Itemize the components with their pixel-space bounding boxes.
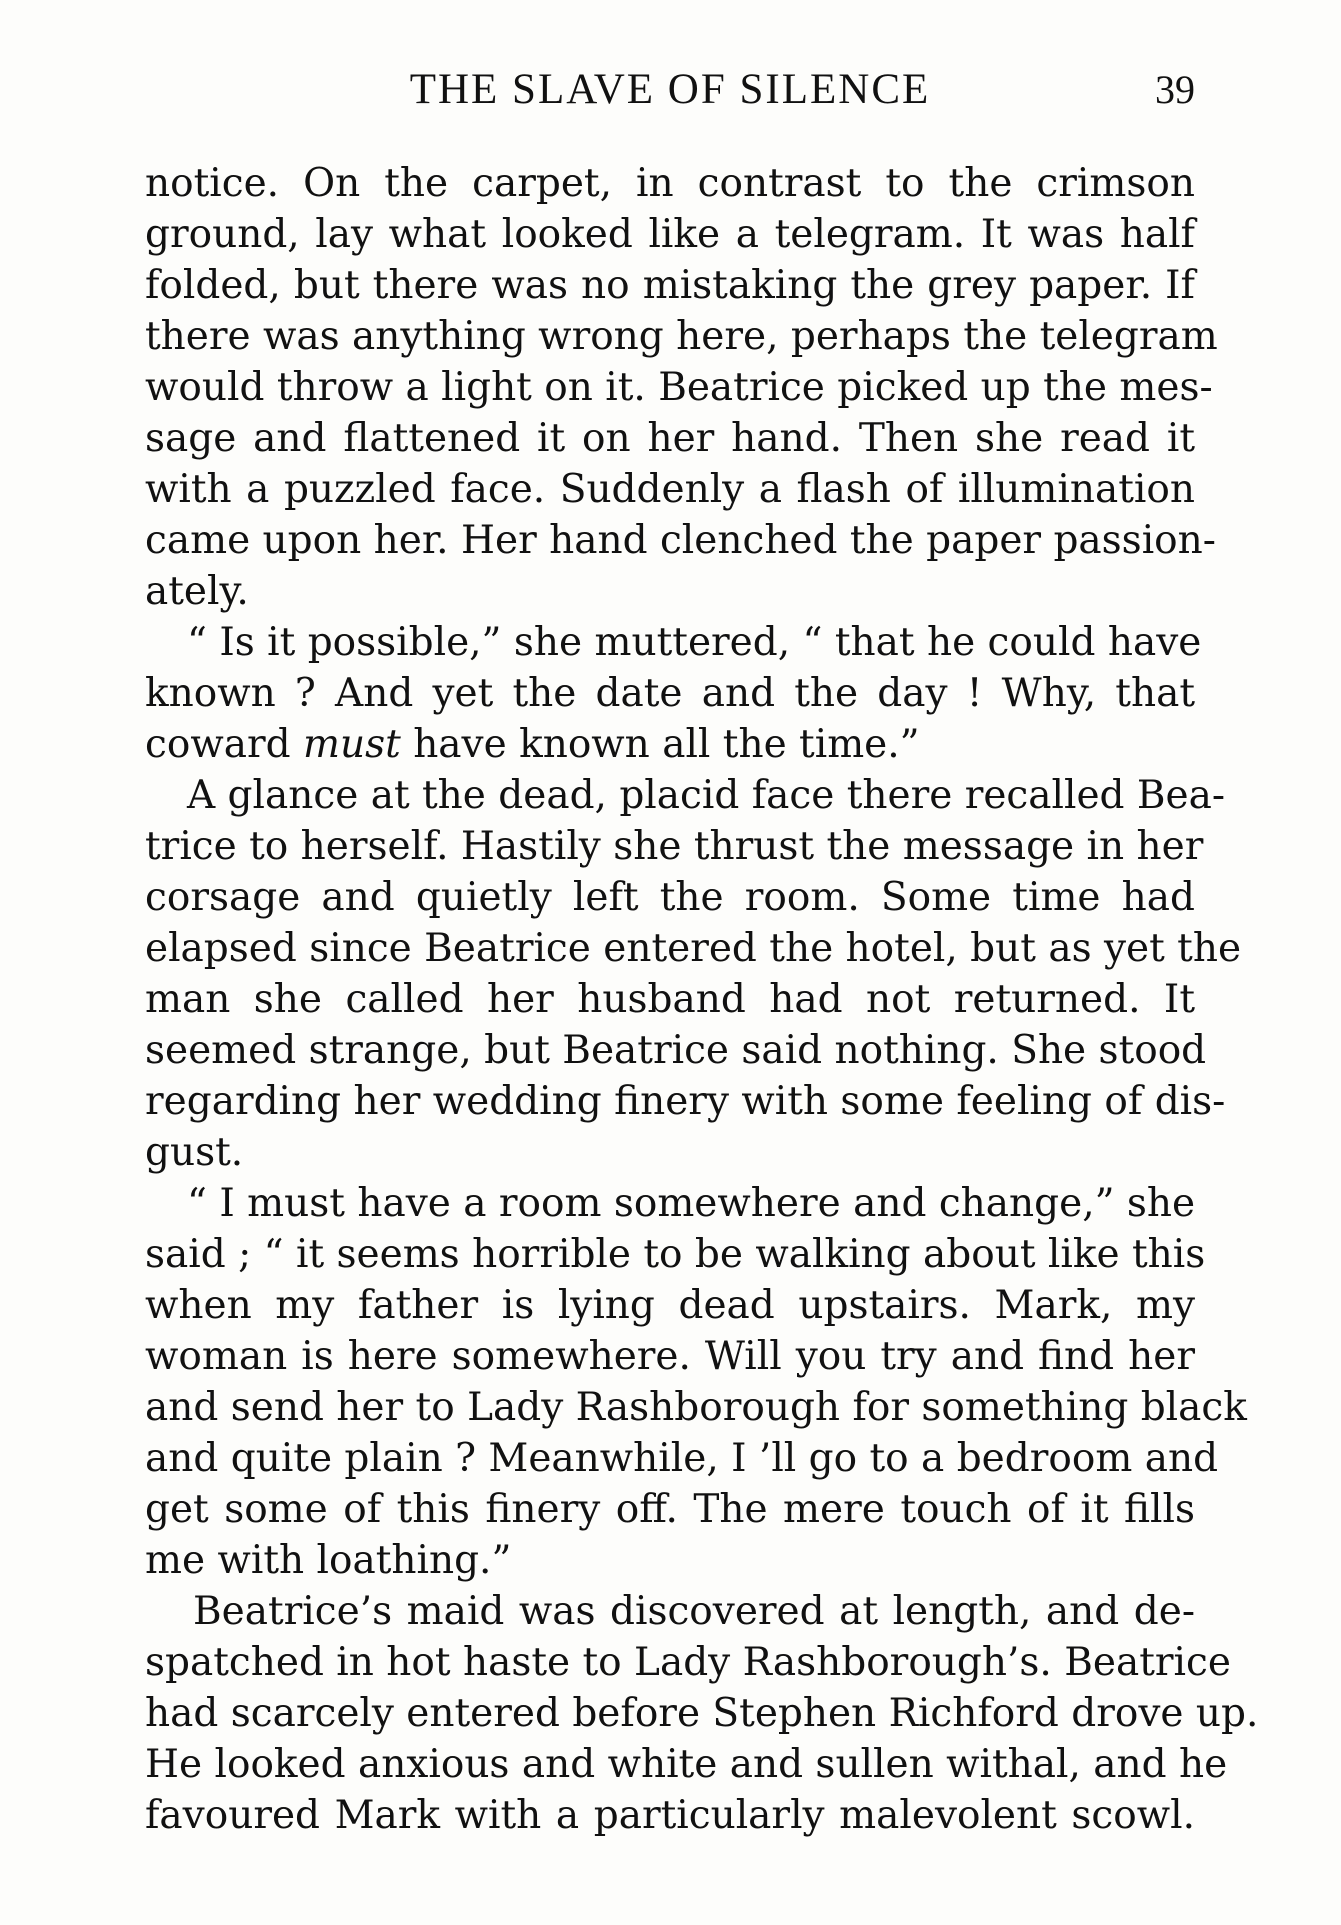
- text-line: me with loathing.”: [145, 1538, 512, 1583]
- text-fragment: have known all the time.”: [413, 722, 920, 767]
- text-line: get some of this finery off. The mere touch of it fills: [145, 1487, 1195, 1532]
- text-line: “ I must have a room somewhere and change,” she: [187, 1181, 1196, 1226]
- text-line: “ Is it possible,” she muttered, “ that he could have: [187, 620, 1202, 665]
- text-line: ately.: [145, 569, 249, 614]
- text-line: man she called her husband had not returned. It: [145, 977, 1195, 1022]
- text-line: came upon her. Her hand clenched the paper passion-: [145, 518, 1216, 563]
- text-line: corsage and quietly left the room. Some time had: [145, 875, 1195, 920]
- text-line: Beatrice’s maid was discovered at length, and de-: [193, 1589, 1195, 1634]
- text-line: notice. On the carpet, in contrast to the crimson: [145, 161, 1195, 206]
- text-fragment: coward: [145, 722, 291, 767]
- text-line: He looked anxious and white and sullen withal, and he: [145, 1742, 1228, 1787]
- text-line: elapsed since Beatrice entered the hotel, but as yet the: [145, 926, 1242, 971]
- page-number: 39: [1155, 67, 1195, 112]
- text-line: there was anything wrong here, perhaps the telegram: [145, 314, 1218, 359]
- text-line: gust.: [145, 1130, 244, 1175]
- text-line: would throw a light on it. Beatrice picked up the mes-: [145, 365, 1213, 410]
- text-line: trice to herself. Hastily she thrust the message in her: [145, 824, 1204, 869]
- text-line: seemed strange, but Beatrice said nothing. She stood: [145, 1028, 1207, 1073]
- running-head: [145, 60, 1195, 120]
- italic-word: must: [302, 722, 401, 767]
- running-title: THE SLAVE OF SILENCE: [409, 66, 931, 113]
- text-line: had scarcely entered before Stephen Richford drove up.: [145, 1691, 1259, 1736]
- text-line: known ? And yet the date and the day ! Why, that: [145, 671, 1195, 716]
- text-line: and send her to Lady Rashborough for something black: [145, 1385, 1247, 1430]
- text-line: woman is here somewhere. Will you try and find her: [145, 1334, 1195, 1379]
- text-line: sage and flattened it on her hand. Then she read it: [145, 416, 1195, 461]
- text-line-with-italic: [145, 719, 1195, 770]
- text-line: favoured Mark with a particularly malevolent scowl.: [145, 1793, 1195, 1838]
- text-line: and quite plain ? Meanwhile, I ’ll go to a bedroom and: [145, 1436, 1219, 1481]
- text-line: A glance at the dead, placid face there recalled Bea-: [187, 773, 1226, 818]
- text-line: folded, but there was no mistaking the grey paper. If: [145, 263, 1195, 308]
- body-text: [145, 158, 1259, 1841]
- text-line: regarding her wedding finery with some feeling of dis-: [145, 1079, 1226, 1124]
- text-line: when my father is lying dead upstairs. Mark, my: [145, 1283, 1195, 1328]
- text-line: said ; “ it seems horrible to be walking about like this: [145, 1232, 1206, 1277]
- text-line: spatched in hot haste to Lady Rashborough’s. Beatrice: [145, 1640, 1231, 1685]
- text-line: with a puzzled face. Suddenly a flash of illumination: [145, 467, 1195, 512]
- text-line: ground, lay what looked like a telegram. It was half: [145, 212, 1195, 257]
